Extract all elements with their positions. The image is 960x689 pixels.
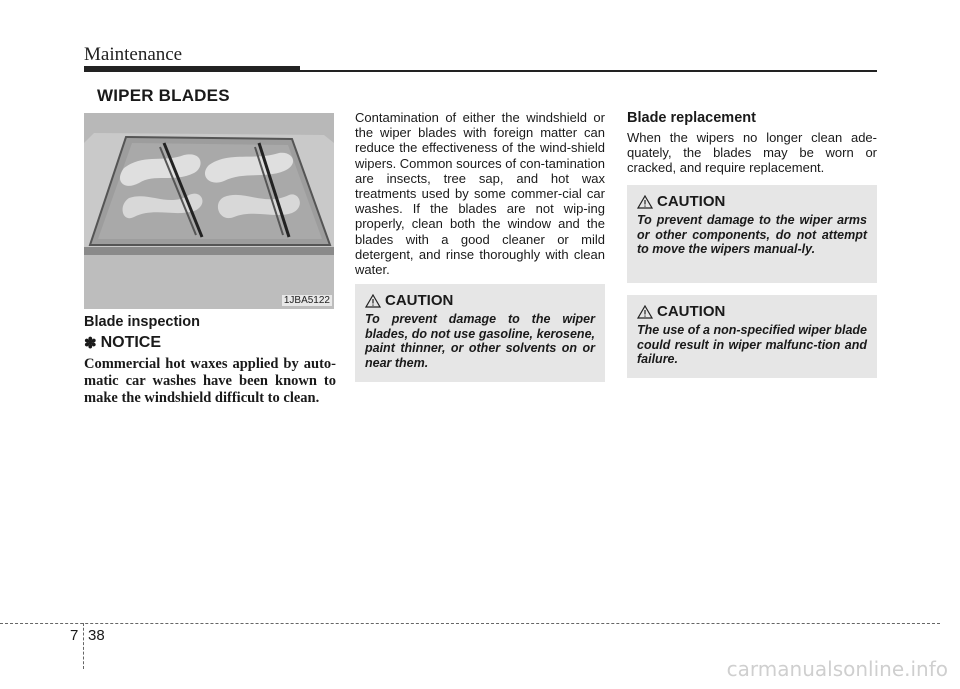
caution-heading: [637, 303, 867, 320]
windshield-figure: [84, 113, 334, 309]
blade-inspection-section: [84, 314, 336, 407]
notice-asterisk-icon: ✽: [84, 335, 97, 352]
warning-triangle-icon: [637, 195, 653, 209]
figure-label: 1JBA5122: [283, 295, 330, 306]
caution-box-manual-move: [627, 185, 877, 283]
page-number: 38: [88, 627, 105, 644]
notice-heading: [84, 334, 336, 352]
windshield-illustration: [84, 113, 334, 309]
blade-replacement-text: When the wipers no longer clean ade-quately, the blades may be worn or cracked, and require replacement.: [627, 130, 877, 176]
caution-box-non-specified: [627, 295, 877, 378]
blade-replacement-heading: Blade replacement: [627, 110, 756, 126]
caution-title: CAUTION: [657, 303, 726, 320]
blade-inspection-heading: Blade inspection: [84, 314, 201, 330]
warning-triangle-icon: [365, 294, 381, 308]
caution-text: To prevent damage to the wiper blades, do not use gasoline, kerosene, paint thinner, or other solvents on or near them.: [365, 312, 595, 370]
caution-title: CAUTION: [657, 193, 726, 210]
caution-text: To prevent damage to the wiper arms or other components, do not attempt to move the wipers manual-ly.: [637, 213, 867, 256]
notice-text: Commercial hot waxes applied by auto-matic car washes have been known to make the windshield difficult to clean.: [84, 356, 336, 406]
caution-title: CAUTION: [385, 292, 454, 309]
caution-heading: [365, 292, 595, 309]
section-title: WIPER BLADES: [97, 86, 230, 105]
caution-box-solvents: [355, 284, 605, 382]
warning-triangle-icon: [637, 305, 653, 319]
caution-heading: [637, 193, 867, 210]
blade-replacement-section: [627, 110, 877, 176]
watermark: carmanualsonline.info: [726, 657, 948, 681]
footer-divider: [83, 623, 84, 669]
contamination-text: Contamination of either the windshield or the wiper blades with foreign matter can reduce the effectiveness of the wind-shield wipers. Common sources of con-tamination are insects, tree sap, and hot wax treatments used by some commer-cial car washes. If the blades are not wip-ing properly, clean both the window and the blades with a good cleaner or mild detergent, and rinse thoroughly with clean water.: [355, 110, 605, 278]
header-rule-thick: [84, 66, 300, 72]
contamination-section: [355, 110, 605, 277]
footer-rule: [0, 623, 940, 624]
caution-text: The use of a non-specified wiper blade could result in wiper malfunc-tion and failure.: [637, 323, 867, 366]
notice-title: NOTICE: [100, 334, 162, 351]
chapter-number: 7: [70, 627, 79, 644]
header-title: Maintenance: [84, 44, 183, 65]
header-rule-thin: [300, 70, 877, 72]
